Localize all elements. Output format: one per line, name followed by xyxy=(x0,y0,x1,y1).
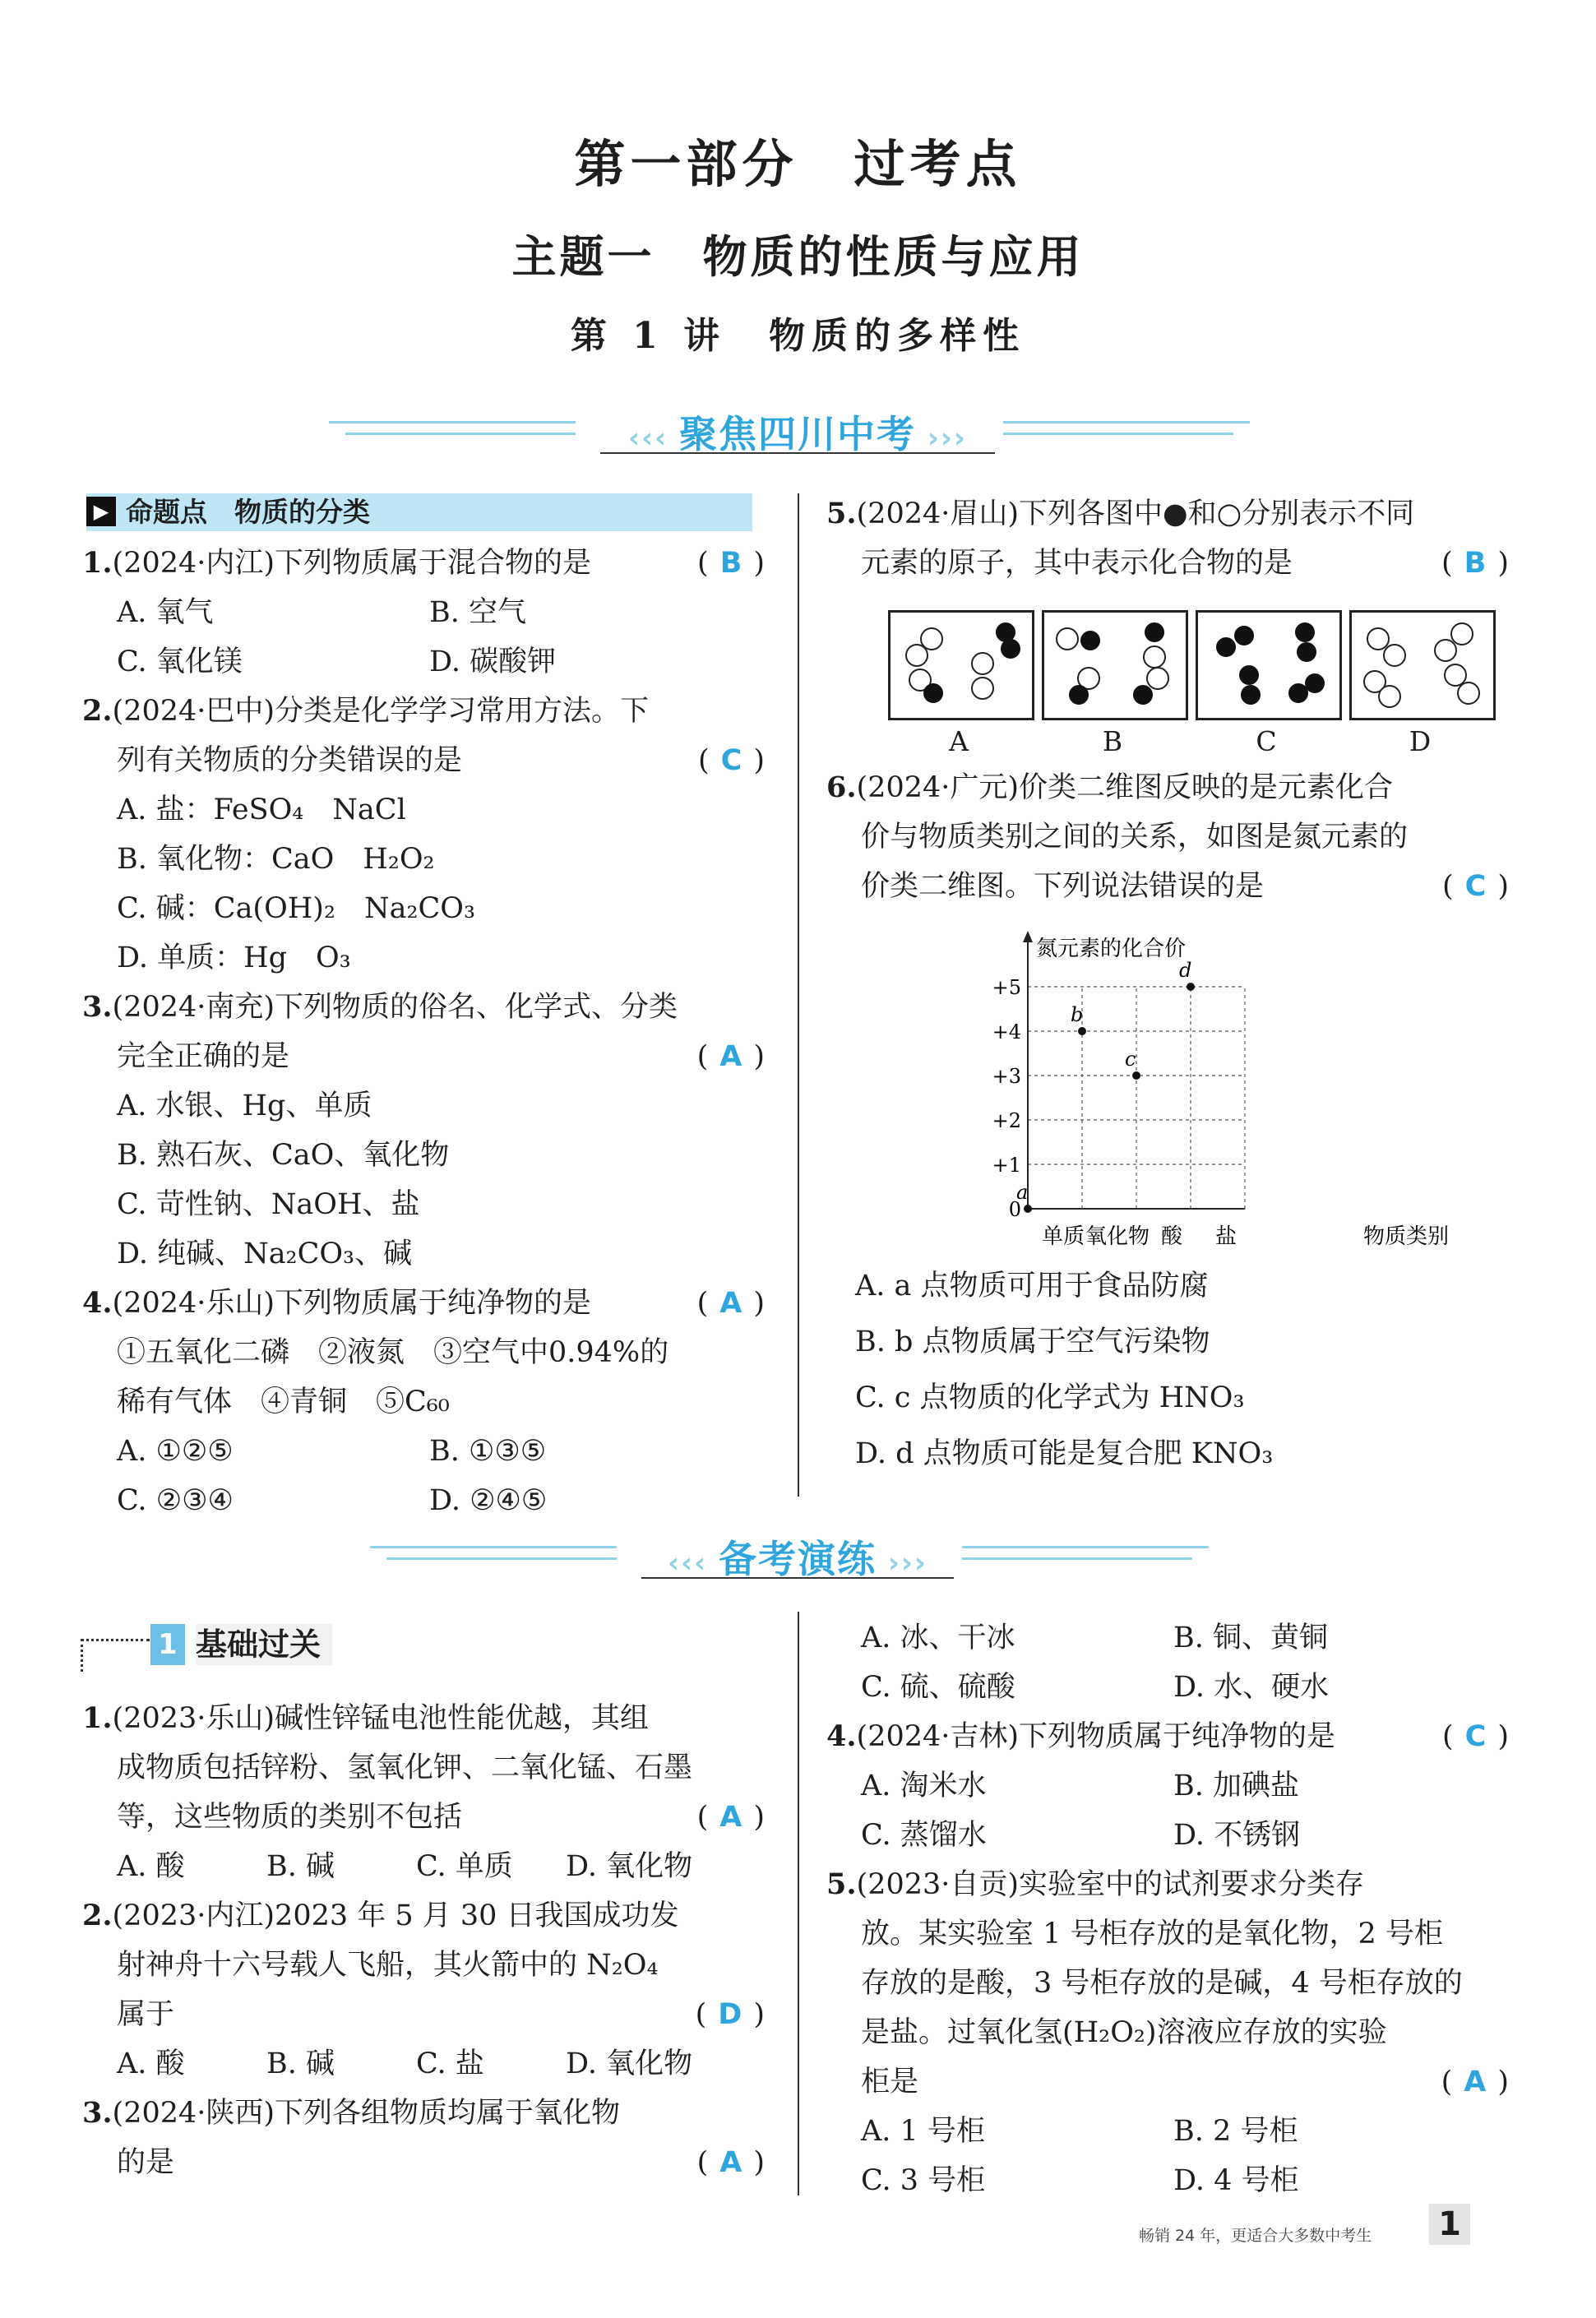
option: A. a 点物质可用于食品防腐 xyxy=(855,1270,1209,1302)
options-row: C. 硫、硫酸 D. 水、硬水 xyxy=(861,1671,1330,1704)
option: A. 水银、Hg、单质 xyxy=(117,1090,372,1122)
option: B. b 点物质属于空气污染物 xyxy=(855,1326,1210,1358)
white-atom xyxy=(1457,682,1480,705)
option: B. 熟石灰、CaO、氧化物 xyxy=(117,1139,450,1172)
footer-slogan: 畅销 24 年，更适合大多数中考生 xyxy=(1139,2227,1372,2245)
black-atom xyxy=(1295,622,1315,642)
white-atom xyxy=(1146,667,1169,690)
data-point-a xyxy=(1024,1205,1032,1213)
x-category-label: 氧化物 xyxy=(1085,1224,1150,1249)
data-label-a: a xyxy=(1016,1181,1029,1204)
black-atom xyxy=(1297,642,1316,662)
options-row: C. 蒸馏水 D. 不锈钢 xyxy=(861,1819,1301,1852)
y-tick-label: +2 xyxy=(992,1109,1021,1132)
option: D. d 点物质可能是复合肥 KNO₃ xyxy=(855,1437,1274,1470)
molecule-box-d xyxy=(1349,610,1496,720)
box-label-d: D xyxy=(1409,725,1432,757)
question-1: 1.(2024·内江)下列物质属于混合物的是 ( B ) xyxy=(82,539,765,588)
question-6: 6.(2024·广元)价类二维图反映的是元素化合 xyxy=(826,770,1394,804)
molecule-box-b xyxy=(1042,610,1188,720)
white-atom xyxy=(971,677,994,700)
practice-right-column: A. 冰、干冰 B. 铜、黄铜 C. 硫、硫酸 D. 水、硬水 4.(2024·吉林)下列物质属于纯净物的是 ( C ) A. 淘米水 B. 加碘盐 C. 蒸馏水 D. 不锈钢 5.(2023·自贡)实验室中的试剂要求分类存 放。某实验室 1 号柜存放的是氧化物，2 号柜 存放的是酸，3 号柜存放的是碱，4 号柜存放的 是盐。过氧化氢(H₂O₂)溶液应存放的实验 柜是 ( A ) A. 1 号柜 B. 2 号柜 C. 3 号柜 D. 4 号柜 xyxy=(826,1613,1509,2205)
white-atom xyxy=(905,644,928,667)
x-axis-label: 物质类别 xyxy=(1363,1224,1450,1249)
question-3: 3.(2024·南充)下列物质的俗名、化学式、分类 xyxy=(82,990,678,1024)
question-5: 5.(2024·眉山)下列各图中●和○分别表示不同 xyxy=(826,497,1415,530)
option: C. c 点物质的化学式为 HNO₃ xyxy=(855,1381,1245,1414)
box-label-c: C xyxy=(1256,725,1277,757)
black-atom xyxy=(1080,631,1100,650)
question-2: 2.(2024·巴中)分类是化学学习常用方法。下 xyxy=(82,694,650,728)
y-tick-label: +1 xyxy=(992,1154,1021,1177)
box-label-b: B xyxy=(1102,725,1123,757)
theme-title: 主题一 物质的性质与应用 xyxy=(511,231,1085,283)
banner-practice: ‹‹‹ 备考演练 ››› xyxy=(329,1528,1266,1585)
practice-question-4: 4.(2024·吉林)下列物质属于纯净物的是 ( C ) xyxy=(826,1712,1509,1761)
black-atom xyxy=(923,683,943,703)
data-label-b: b xyxy=(1071,1003,1084,1026)
answer-bracket: ( C ) xyxy=(1442,1720,1509,1753)
x-category-label: 单质 xyxy=(1041,1224,1085,1249)
black-atom xyxy=(1145,622,1164,642)
white-atom xyxy=(1143,645,1166,669)
black-atom xyxy=(1239,665,1259,685)
black-atom xyxy=(1001,639,1020,659)
practice-question-1: 1.(2023·乐山)碱性锌锰电池性能优越，其组 xyxy=(82,1701,650,1735)
left-question-column: 1.(2024·内江)下列物质属于混合物的是 ( B ) A. 氧气 B. 空气 C. 氧化镁 D. 碳酸钾 2.(2024·巴中)分类是化学学习常用方法。下 列有关物质的分类错误的是 ( C ) A. 盐：FeSO₄ NaCl B. 氧化物：CaO H₂O₂ C. 碱：Ca(OH)₂ Na₂CO₃ D. 单质：Hg O₃ 3.(2024·南充)下列物质的俗名、化学式、分类 完全正确的是 ( A ) A. 水银、Hg、单质 B. 熟石灰、CaO、氧化物 C. 苛性钠、NaOH、盐 D. 纯碱、Na₂CO₃、碱 4.(2024·乐山)下列物质属于纯净物的是 ( A ) ①五氧化二磷 ②液氮 ③空气中0.94%的 稀有气体 ④青铜 ⑤C₆₀ A. ①②⑤ B. ①③⑤ C. ②③④ D. ②④⑤ xyxy=(82,539,765,1525)
column-divider-bottom xyxy=(798,1612,799,2195)
black-atom xyxy=(1216,637,1236,657)
options-row: C. 3 号柜 D. 4 号柜 xyxy=(861,2164,1299,2197)
answer-bracket: ( B ) xyxy=(1441,547,1509,580)
option: B. 氧化物：CaO H₂O₂ xyxy=(117,843,435,876)
white-atom xyxy=(1434,639,1457,662)
molecule-diagram xyxy=(888,610,1513,766)
y-tick-label: +4 xyxy=(992,1020,1021,1043)
options-row: A. 冰、干冰 B. 铜、黄铜 xyxy=(861,1622,1328,1654)
level-number-badge: 1 xyxy=(150,1624,185,1665)
practice-question-2: 2.(2023·内江)2023 年 5 月 30 日我国成功发 xyxy=(82,1899,679,1932)
practice-question-5: 5.(2023·自贡)实验室中的试剂要求分类存 xyxy=(826,1867,1365,1901)
topic-label: 命题点 物质的分类 xyxy=(126,496,370,528)
lecture-title: 第 1 讲 物质的多样性 xyxy=(570,315,1026,357)
option: C. 碱：Ca(OH)₂ Na₂CO₃ xyxy=(117,892,476,925)
data-point-c xyxy=(1132,1071,1140,1080)
answer-bracket: ( A ) xyxy=(696,1801,765,1834)
answer-bracket: ( C ) xyxy=(698,744,765,777)
level-label: 基础过关 xyxy=(196,1624,332,1665)
answer-bracket: ( A ) xyxy=(696,1040,765,1073)
white-atom xyxy=(1383,644,1406,667)
banner-focus-exam: ‹‹‹ 聚焦四川中考 ››› xyxy=(329,403,1266,460)
answer-bracket: ( B ) xyxy=(697,547,765,580)
chart-xcats xyxy=(1042,1224,1237,1249)
molecule-box-c xyxy=(1196,610,1342,720)
data-label-d: d xyxy=(1179,959,1192,982)
chart-axes xyxy=(1023,931,1033,1209)
part-title: 第一部分 过考点 xyxy=(574,134,1022,194)
answer-bracket: ( A ) xyxy=(1441,2066,1509,2098)
x-category-label: 盐 xyxy=(1214,1224,1237,1249)
options-row: A. 淘米水 B. 加碘盐 xyxy=(861,1770,1299,1802)
black-atom xyxy=(1133,685,1153,705)
play-icon: ▶ xyxy=(86,497,116,526)
white-atom xyxy=(1378,685,1401,708)
data-point-b xyxy=(1078,1027,1086,1035)
question-4: 4.(2024·乐山)下列物质属于纯净物的是 ( A ) xyxy=(82,1279,765,1328)
question-6-options xyxy=(855,1258,1513,1482)
answer-bracket: ( A ) xyxy=(696,1287,765,1320)
question-6-block: 6.(2024·广元)价类二维图反映的是元素化合 价与物质类别之间的关系，如图是氮元素的 价类二维图。下列说法错误的是 ( C ) xyxy=(826,763,1509,911)
answer-bracket: ( A ) xyxy=(696,2146,765,2179)
options-row: A. ①②⑤ B. ①③⑤ xyxy=(117,1435,547,1468)
x-category-label: 酸 xyxy=(1160,1224,1183,1249)
y-tick-label: 0 xyxy=(1008,1198,1021,1221)
right-question-column: 5.(2024·眉山)下列各图中●和○分别表示不同 元素的原子，其中表示化合物的是 ( B ) xyxy=(826,489,1509,588)
options-row: A. 1 号柜 B. 2 号柜 xyxy=(861,2115,1298,2148)
black-atom xyxy=(1241,685,1261,705)
options-row: C. ②③④ D. ②④⑤ xyxy=(117,1484,548,1517)
options-row: A. 氧气 B. 空气 xyxy=(117,596,526,629)
options-row: A. 酸 B. 碱 C. 单质 D. 氧化物 xyxy=(117,1850,693,1883)
black-atom xyxy=(1234,626,1254,645)
chart-grid xyxy=(1028,987,1245,1209)
page-number: 1 xyxy=(1429,2204,1470,2245)
data-point-d xyxy=(1187,983,1195,991)
valence-chart xyxy=(970,929,1450,1258)
black-atom xyxy=(1069,685,1089,705)
white-atom xyxy=(1056,627,1079,650)
banner-focus-label: 聚焦四川中考 xyxy=(679,412,916,456)
y-tick-label: +5 xyxy=(992,976,1021,999)
practice-left-column: 1.(2023·乐山)碱性锌锰电池性能优越，其组 成物质包括锌粉、氢氧化钾、二氧化锰、石墨 等，这些物质的类别不包括 ( A ) A. 酸 B. 碱 C. 单质 D. 氧化物 2.(2023·内江)2023 年 5 月 30 日我国成功发 射神舟十六号载人飞船，其火箭中的 N₂O₄ 属于 ( D ) A. 酸 B. 碱 C. 盐 D. 氧化物 3.(2024·陕西)下列各组物质均属于氧化物 的是 ( A ) xyxy=(82,1694,765,2187)
option: D. 纯碱、Na₂CO₃、碱 xyxy=(117,1238,413,1270)
options-row: C. 氧化镁 D. 碳酸钾 xyxy=(117,645,557,678)
y-axis-arrow-icon xyxy=(1023,931,1033,942)
data-label-c: c xyxy=(1125,1048,1136,1071)
y-tick-label: +3 xyxy=(992,1065,1021,1088)
column-divider xyxy=(798,493,799,1497)
y-axis-label: 氮元素的化合价 xyxy=(1036,937,1187,961)
black-atom xyxy=(1305,673,1325,693)
options-row: A. 酸 B. 碱 C. 盐 D. 氧化物 xyxy=(117,2047,693,2080)
option: A. 盐：FeSO₄ NaCl xyxy=(117,793,406,826)
option: D. 单质：Hg O₃ xyxy=(117,942,351,974)
option: C. 苛性钠、NaOH、盐 xyxy=(117,1188,420,1221)
answer-bracket: ( D ) xyxy=(695,1998,765,2031)
answer-bracket: ( C ) xyxy=(1442,870,1509,903)
box-label-a: A xyxy=(949,725,969,757)
white-atom xyxy=(971,652,994,675)
banner-practice-label: 备考演练 xyxy=(719,1537,877,1581)
chart-points xyxy=(1016,959,1195,1213)
practice-question-3: 3.(2024·陕西)下列各组物质均属于氧化物 xyxy=(82,2096,621,2130)
molecule-box-a xyxy=(888,610,1034,720)
basic-level-heading xyxy=(81,1624,368,1670)
topic-heading xyxy=(86,493,752,531)
